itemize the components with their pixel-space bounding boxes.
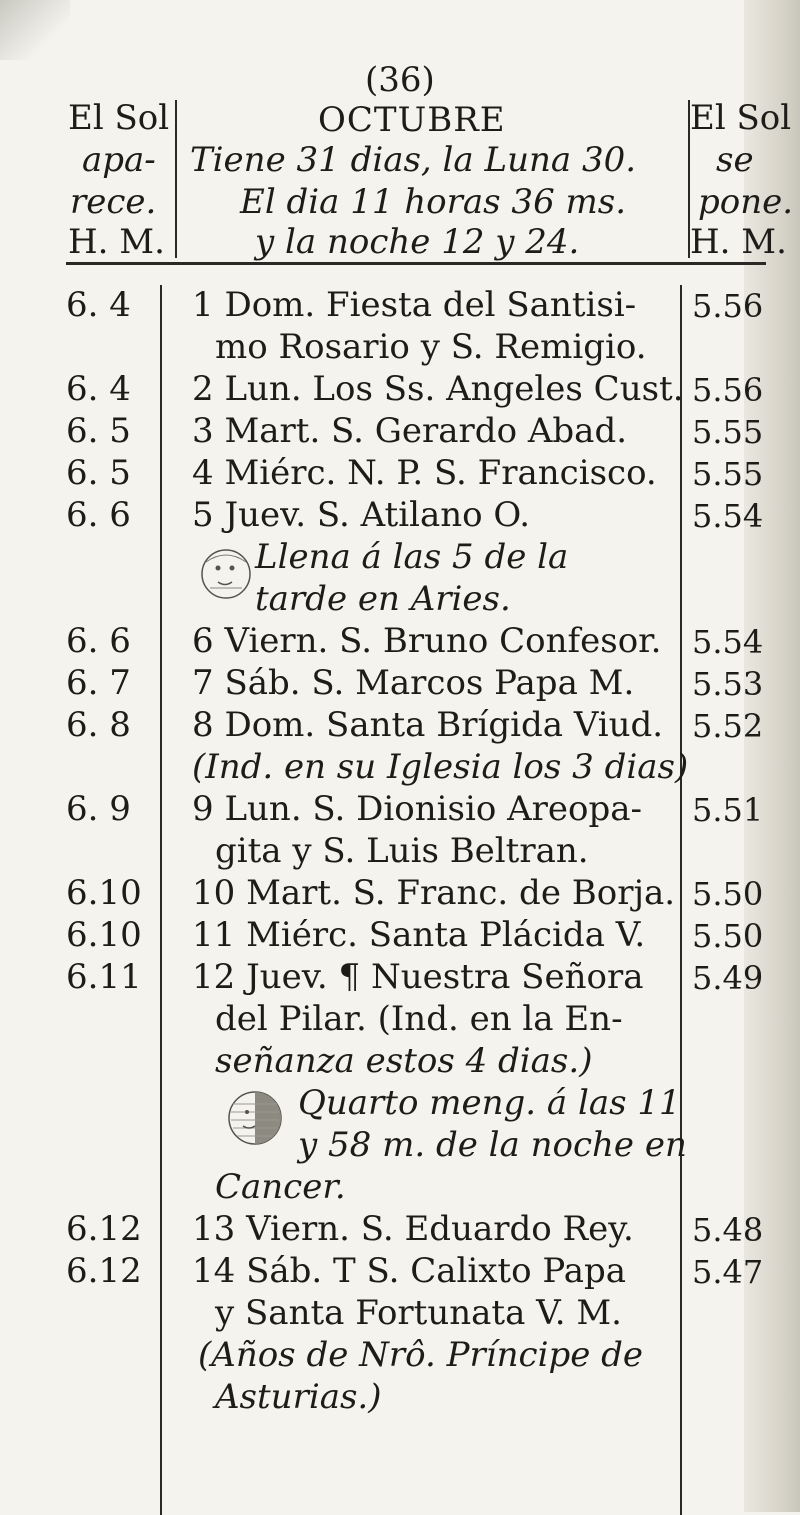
sunrise-time: 6. 8 xyxy=(66,705,131,745)
full-moon-icon xyxy=(198,540,254,608)
header-right-line: se xyxy=(716,140,754,180)
sunrise-time: 6. 7 xyxy=(66,663,131,703)
entry-line: 5 Juev. S. Atilano O. xyxy=(192,495,531,535)
sunrise-time: 6. 6 xyxy=(66,495,131,535)
sunrise-time: 6.10 xyxy=(66,915,142,955)
page-number: (36) xyxy=(365,60,435,100)
sunset-time: 5.56 xyxy=(692,371,764,409)
column-divider-right xyxy=(680,285,682,1515)
entry-line: y 58 m. de la noche en xyxy=(298,1125,687,1165)
header-left-line: rece. xyxy=(70,182,157,222)
entry-line: Cancer. xyxy=(215,1167,346,1207)
sunset-time: 5.49 xyxy=(692,959,764,997)
header-left-line: apa- xyxy=(82,140,156,180)
sunrise-time: 6.10 xyxy=(66,873,142,913)
header-right-line: H. M. xyxy=(690,222,787,262)
sunset-time: 5.50 xyxy=(692,875,764,913)
column-divider-left xyxy=(160,285,162,1515)
month-title: OCTUBRE xyxy=(318,100,506,140)
sunset-time: 5.55 xyxy=(692,413,764,451)
entry-line: 10 Mart. S. Franc. de Borja. xyxy=(192,873,676,913)
entry-line: 4 Miérc. N. P. S. Francisco. xyxy=(192,453,657,493)
sunset-time: 5.54 xyxy=(692,497,764,535)
page-corner-shadow xyxy=(0,0,70,60)
sunset-time: 5.50 xyxy=(692,917,764,955)
header-left-line: H. M. xyxy=(68,222,165,262)
sunrise-time: 6.12 xyxy=(66,1251,142,1291)
header-center-line: El dia 11 horas 36 ms. xyxy=(240,182,627,222)
sunset-time: 5.51 xyxy=(692,791,764,829)
sunrise-time: 6. 6 xyxy=(66,621,131,661)
header-right-line: El Sol xyxy=(690,98,792,138)
sunrise-time: 6.12 xyxy=(66,1209,142,1249)
sunrise-time: 6. 9 xyxy=(66,789,131,829)
entry-line: 13 Viern. S. Eduardo Rey. xyxy=(192,1209,634,1249)
entry-line: Quarto meng. á las 11 xyxy=(298,1083,681,1123)
entry-line: mo Rosario y S. Remigio. xyxy=(215,327,647,367)
sunrise-time: 6. 5 xyxy=(66,411,131,451)
last-quarter-moon-icon xyxy=(225,1082,285,1154)
entry-line: 6 Viern. S. Bruno Confesor. xyxy=(192,621,662,661)
sunset-time: 5.55 xyxy=(692,455,764,493)
header-divider-left xyxy=(175,100,177,258)
sunset-time: 5.47 xyxy=(692,1253,764,1291)
entry-line: 2 Lun. Los Ss. Angeles Cust. xyxy=(192,369,684,409)
entry-line: 3 Mart. S. Gerardo Abad. xyxy=(192,411,628,451)
sunset-time: 5.56 xyxy=(692,287,764,325)
entry-line: Asturias.) xyxy=(215,1377,382,1417)
header-center-line: y la noche 12 y 24. xyxy=(255,222,580,262)
entry-line: tarde en Aries. xyxy=(255,579,511,619)
sunset-time: 5.54 xyxy=(692,623,764,661)
header-left-line: El Sol xyxy=(68,98,170,138)
entry-line: 11 Miérc. Santa Plácida V. xyxy=(192,915,646,955)
entry-line: 8 Dom. Santa Brígida Viud. xyxy=(192,705,664,745)
sunrise-time: 6.11 xyxy=(66,957,142,997)
entry-line: (Ind. en su Iglesia los 3 dias) xyxy=(192,747,689,787)
header-right-line: pone. xyxy=(698,182,794,222)
entry-line: 14 Sáb. T S. Calixto Papa xyxy=(192,1251,626,1291)
entry-line: 12 Juev. ¶ Nuestra Señora xyxy=(192,957,644,997)
sunrise-time: 6. 4 xyxy=(66,369,131,409)
entry-line: gita y S. Luis Beltran. xyxy=(215,831,589,871)
sunset-time: 5.52 xyxy=(692,707,764,745)
entry-line: 7 Sáb. S. Marcos Papa M. xyxy=(192,663,635,703)
entry-line: 1 Dom. Fiesta del Santisi- xyxy=(192,285,637,325)
entry-line: señanza estos 4 dias.) xyxy=(215,1041,593,1081)
header-rule xyxy=(66,262,766,265)
sunrise-time: 6. 4 xyxy=(66,285,131,325)
sunset-time: 5.48 xyxy=(692,1211,764,1249)
entry-line: Llena á las 5 de la xyxy=(255,537,569,577)
entry-line: del Pilar. (Ind. en la En- xyxy=(215,999,623,1039)
entry-line: 9 Lun. S. Dionisio Areopa- xyxy=(192,789,643,829)
entry-line: y Santa Fortunata V. M. xyxy=(215,1293,622,1333)
header-center-line: Tiene 31 dias, la Luna 30. xyxy=(190,140,637,180)
sunset-time: 5.53 xyxy=(692,665,764,703)
sunrise-time: 6. 5 xyxy=(66,453,131,493)
entry-line: (Años de Nrô. Príncipe de xyxy=(198,1335,644,1375)
